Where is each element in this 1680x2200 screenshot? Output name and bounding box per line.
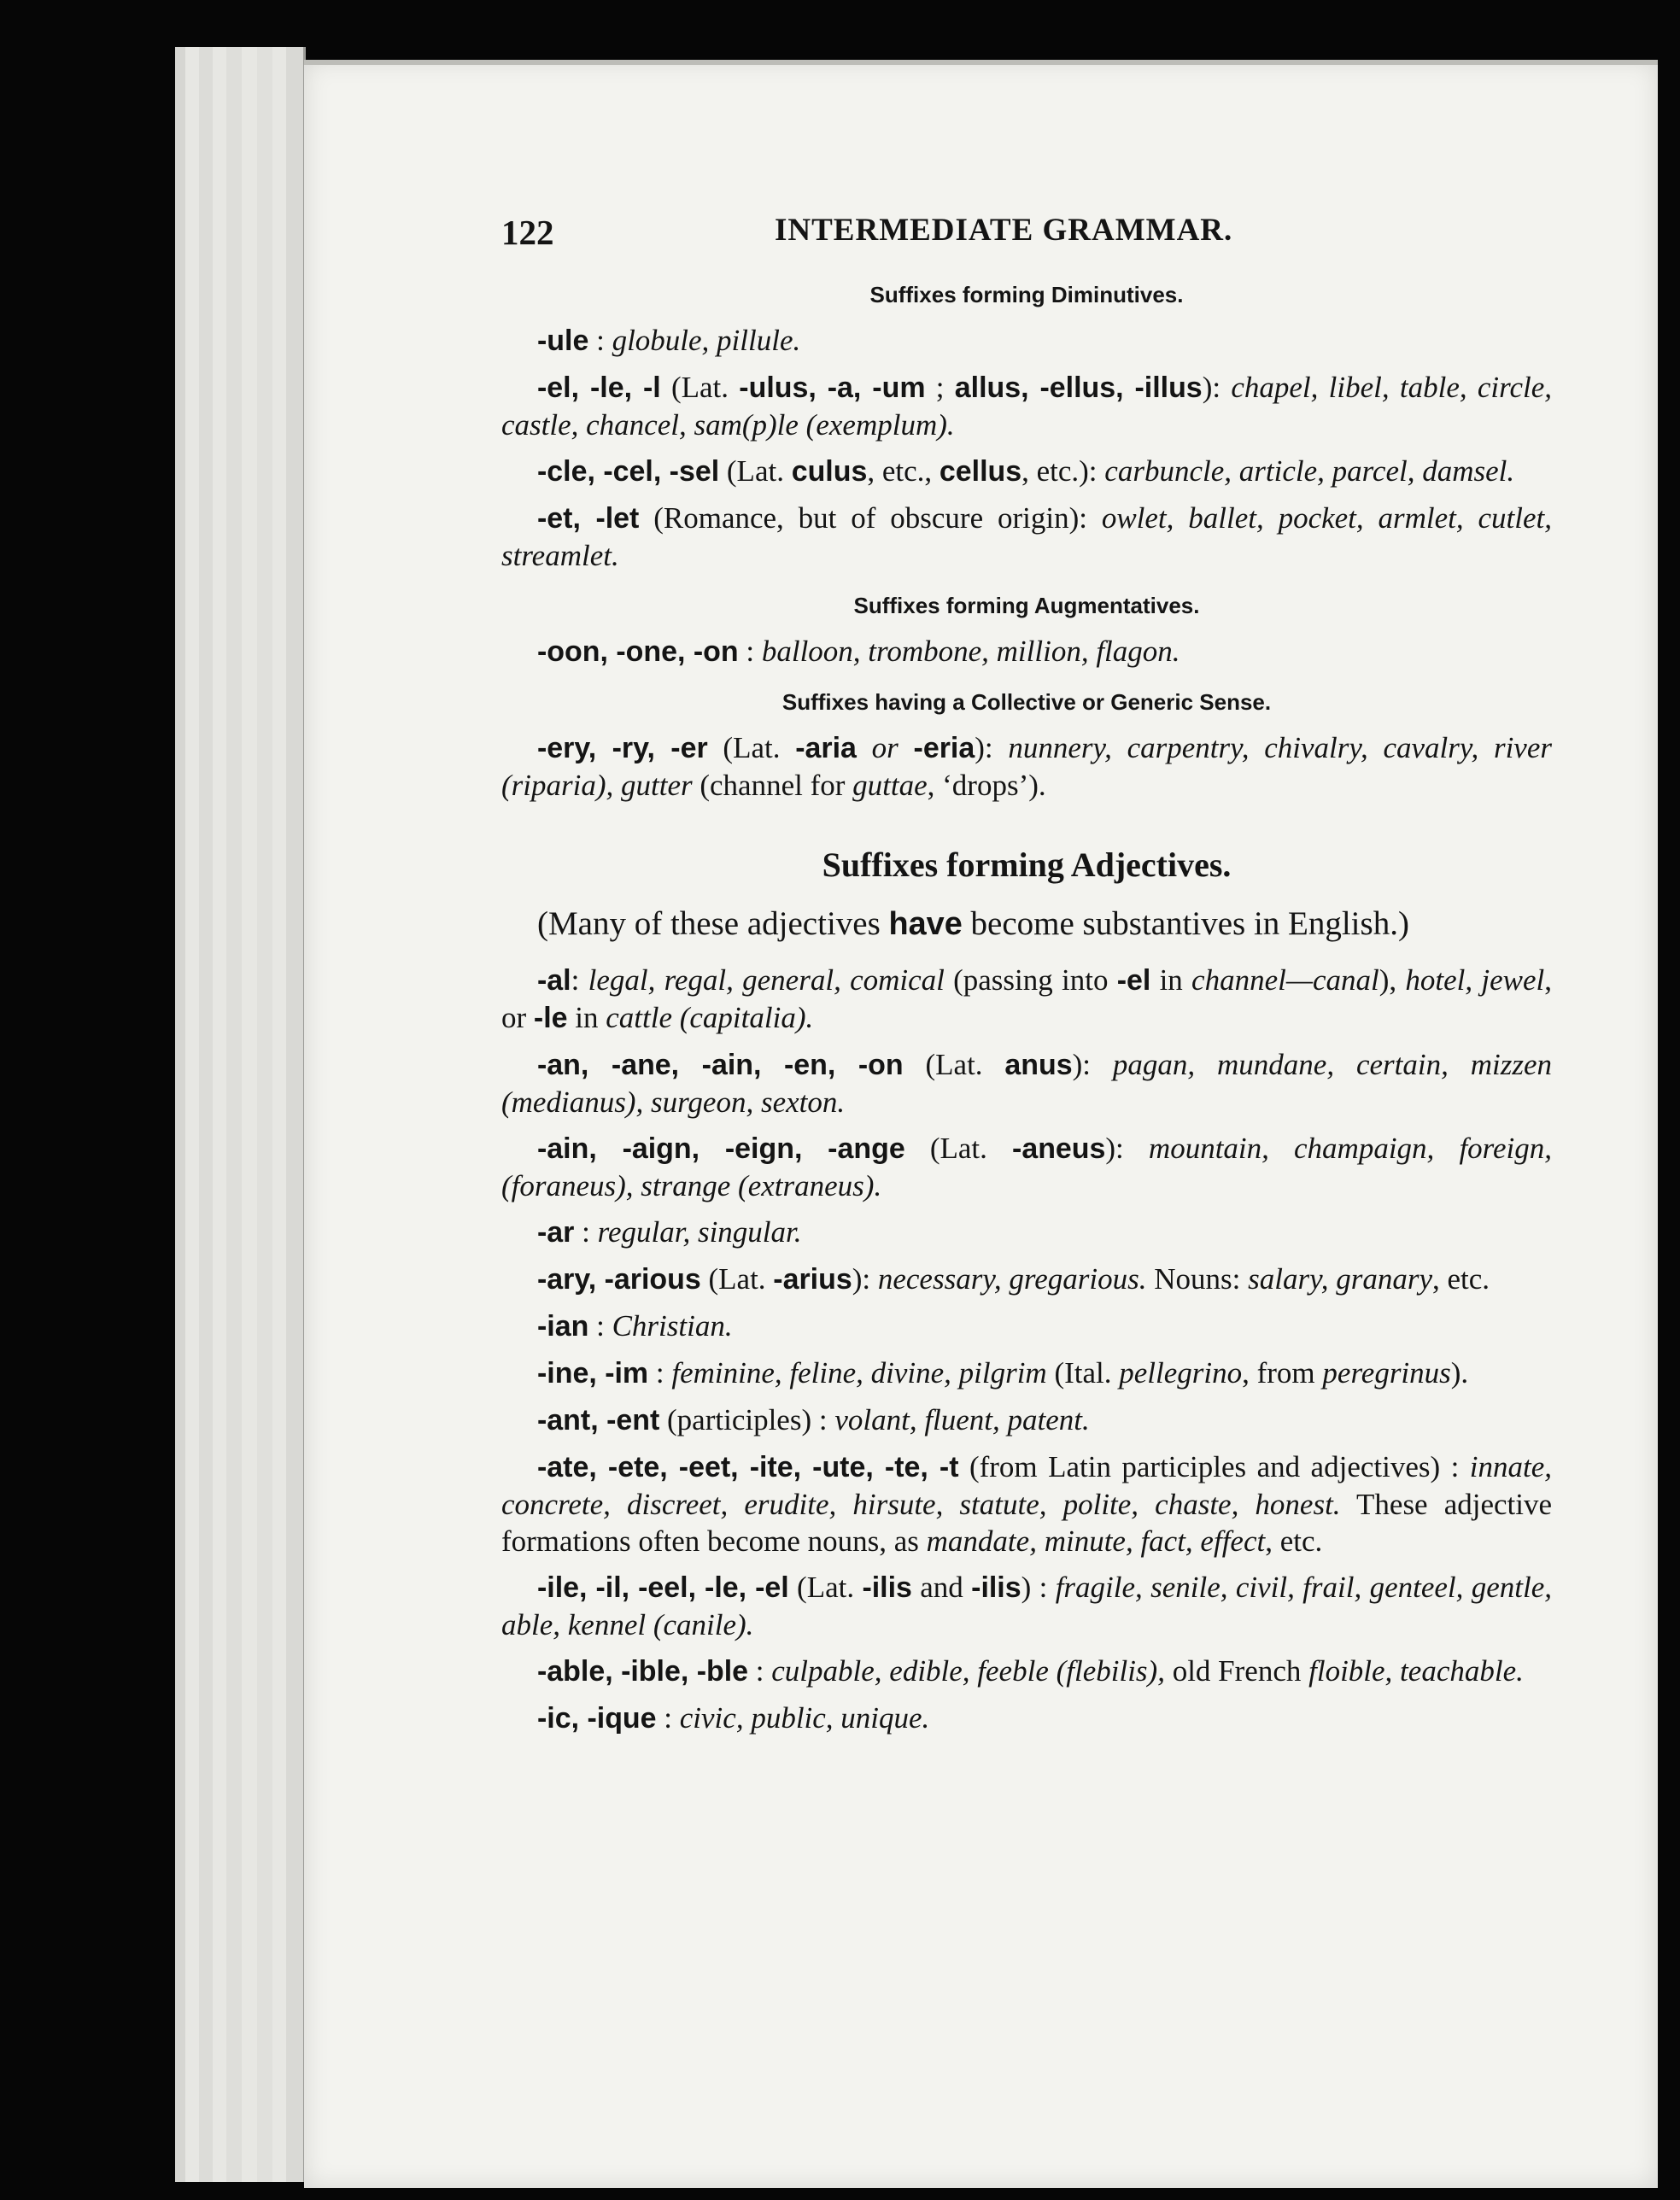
suffix-entry [501, 1261, 1552, 1298]
entry-text: : [588, 324, 612, 357]
example-words: Christian. [612, 1309, 733, 1343]
suffix-entry [501, 1308, 1552, 1345]
suffix-form: -arius [773, 1263, 852, 1296]
example-words: mountain, champaign, foreign, (foraneus), strange (extraneus). [501, 1132, 1552, 1202]
suffix-form: allus, -ellus, -illus [954, 372, 1203, 404]
page-edges [175, 47, 312, 2182]
entry-text: (Lat. [700, 1262, 774, 1296]
entry-text [899, 731, 914, 764]
example-words: civic, public, unique. [679, 1701, 930, 1735]
adjectives-heading: Suffixes forming Adjectives. [822, 845, 1232, 884]
example-words: feminine, feline, divine, pilgrim [671, 1356, 1047, 1390]
subsection-heading: Suffixes having a Collective or Generic Sense. [781, 689, 1272, 715]
entry-text: (participles) : [659, 1403, 835, 1436]
suffix-form: -le [533, 1002, 568, 1034]
suffix-entry [501, 369, 1552, 443]
entry-text: (passing into [944, 963, 1117, 997]
example-words: legal, regal, general, comical [588, 963, 945, 997]
example-words: guttae [852, 769, 928, 802]
entry-text: (Lat. [707, 731, 796, 764]
entry-text: , from [1242, 1356, 1323, 1390]
suffix-form: -el [1116, 964, 1151, 997]
suffix-form: -an, -ane, -ain, -en, -on [537, 1049, 904, 1081]
page-content [501, 212, 1552, 1747]
entry-text: ): [975, 731, 1009, 764]
example-words: channel—canal [1191, 963, 1379, 997]
example-words: owlet, ballet, pocket, armlet, cutlet, streamlet. [501, 501, 1552, 572]
entry-text: ), [1379, 963, 1406, 997]
entry-text: , etc.): [1021, 454, 1105, 488]
suffix-entry [501, 322, 1552, 360]
suffix-form: have [888, 906, 963, 942]
suffix-form: anus [1004, 1049, 1073, 1081]
suffix-form: -ic, -ique [537, 1702, 657, 1735]
suffix-entry [501, 729, 1552, 804]
entry-text: : [574, 1215, 598, 1249]
suffix-entry [501, 1700, 1552, 1737]
subsection-heading: Suffixes forming Diminutives. [869, 282, 1184, 307]
suffix-form: -ilis [971, 1571, 1021, 1604]
entry-text: in [1150, 963, 1192, 997]
suffix-entry [501, 1046, 1552, 1120]
suffix-form: -ule [537, 325, 589, 357]
example-words: necessary, gregarious. [877, 1262, 1147, 1296]
example-words: pellegrino [1119, 1356, 1243, 1390]
suffix-form: -able, -ible, -ble [537, 1655, 749, 1688]
suffix-entry [501, 1401, 1552, 1439]
adjective-entries [501, 962, 1552, 1737]
suffix-form: -ine, -im [537, 1357, 649, 1390]
entry-text: become substantives in English.) [962, 905, 1409, 942]
entry-text: (Lat. [788, 1571, 863, 1604]
subsection-heading: Suffixes forming Augmentatives. [853, 593, 1200, 618]
example-words: or [871, 731, 899, 764]
entry-text: ): [1202, 371, 1232, 404]
suffix-form: -al [537, 964, 571, 997]
book-page [304, 60, 1658, 2188]
example-words: peregrinus [1322, 1356, 1451, 1390]
entry-text: (Many of these adjectives [537, 905, 889, 942]
suffix-form: -ary, -arious [537, 1263, 701, 1296]
suffix-form: -aneus [1012, 1132, 1106, 1165]
entry-text: ) : [1021, 1571, 1056, 1604]
example-words: regular, singular. [597, 1215, 802, 1249]
suffix-entry [501, 1214, 1552, 1251]
suffix-form: -oon, -one, -on [537, 635, 739, 668]
entry-text: : [648, 1356, 672, 1390]
suffix-form: culus [791, 455, 868, 488]
entry-text: Nouns: [1146, 1262, 1249, 1296]
entry-text: (Lat. [903, 1048, 1005, 1081]
adjectives-note [501, 904, 1552, 945]
suffix-entry [501, 1355, 1552, 1392]
suffix-form: cellus [939, 455, 1022, 488]
suffix-form: -ar [537, 1216, 575, 1249]
example-words: pagan, mundane, certain, mizzen (medianus), surgeon, sexton. [501, 1048, 1553, 1119]
suffix-form: -ery, -ry, -er [537, 732, 708, 764]
example-words: hotel, jewel [1405, 963, 1545, 997]
suffix-entry [501, 1569, 1552, 1643]
entry-text: : [571, 963, 588, 997]
example-words: cattle (capitalia). [606, 1001, 814, 1034]
example-words: salary, granary [1248, 1262, 1432, 1296]
suffix-form: -ile, -il, -eel, -le, -el [537, 1571, 789, 1604]
suffix-entry [501, 1448, 1552, 1559]
suffix-form: -ian [537, 1310, 589, 1343]
entry-text: : [748, 1654, 772, 1688]
entry-text: : [656, 1701, 680, 1735]
entry-text: , etc., [867, 454, 940, 488]
example-words: globule, pillule. [612, 324, 801, 357]
running-head [501, 212, 1552, 263]
entry-text [857, 731, 872, 764]
entry-text: (Ital. [1046, 1356, 1120, 1390]
example-words: floible, teachable. [1308, 1654, 1524, 1688]
suffix-sections [501, 282, 1552, 804]
suffix-entry [501, 962, 1552, 1037]
entry-text: ). [1450, 1356, 1469, 1390]
example-words: balloon, trombone, million, flagon. [761, 635, 1180, 668]
entry-text: ): [852, 1262, 878, 1296]
suffix-form: -ulus, -a, -um [739, 372, 926, 404]
entry-text: These adjective formations often become nouns, as [501, 1488, 1553, 1558]
entry-text: ): [1072, 1048, 1113, 1081]
example-words: carbuncle, article, parcel, damsel. [1104, 454, 1515, 488]
entry-text: in [567, 1001, 606, 1034]
suffix-form: -ate, -ete, -eet, -ite, -ute, -te, -t [537, 1451, 959, 1483]
entry-text: (Lat. [719, 454, 792, 488]
entry-text: and [911, 1571, 972, 1604]
entry-text: (from Latin participles and adjectives) : [958, 1450, 1470, 1483]
suffix-form: -el, -le, -l [537, 372, 661, 404]
suffix-entry [501, 633, 1552, 670]
entry-text: : [738, 635, 762, 668]
suffix-form: -eria [913, 732, 975, 764]
entry-text: : [588, 1309, 612, 1343]
entry-text: , etc. [1265, 1524, 1323, 1558]
example-words: nunnery, carpentry, chivalry, cavalry, river (riparia), gutter [501, 731, 1553, 802]
suffix-form: -cle, -cel, -sel [537, 455, 720, 488]
entry-text: , etc. [1432, 1262, 1490, 1296]
example-words: volant, fluent, patent. [834, 1403, 1090, 1436]
entry-text: (Romance, but of obscure origin): [639, 501, 1102, 535]
entry-text: , ‘drops’). [927, 769, 1046, 802]
example-words: innate, concrete, discreet, erudite, hirsute, statute, polite, chaste, honest. [501, 1450, 1552, 1521]
example-words: fragile, senile, civil, frail, genteel, gentle, able, kennel (canile). [501, 1571, 1552, 1641]
entry-text: ): [1105, 1132, 1149, 1165]
suffix-form: -ant, -ent [537, 1404, 660, 1436]
example-words: culpable, edible, feeble (flebilis), [771, 1654, 1165, 1688]
suffix-form: -ain, -aign, -eign, -ange [537, 1132, 905, 1165]
entry-text: , or [501, 963, 1552, 1034]
suffix-entry [501, 1653, 1552, 1690]
suffix-entry [501, 1130, 1552, 1204]
running-title: INTERMEDIATE GRAMMAR. [775, 213, 1233, 248]
suffix-form: -aria [795, 732, 857, 764]
suffix-form: -et, -let [537, 502, 640, 535]
suffix-entry [501, 500, 1552, 574]
entry-text: old French [1164, 1654, 1309, 1688]
entry-text: ; [925, 371, 955, 404]
entry-text: (channel for [692, 769, 853, 802]
suffix-form: -ilis [862, 1571, 912, 1604]
example-words: chapel, libel, table, circle, castle, chancel, sam(p)le (exemplum). [501, 371, 1553, 442]
suffix-entry [501, 453, 1552, 490]
entry-text: (Lat. [660, 371, 740, 404]
page-number: 122 [501, 213, 554, 252]
example-words: mandate, minute, fact, effect [926, 1524, 1266, 1558]
entry-text: (Lat. [904, 1132, 1013, 1165]
